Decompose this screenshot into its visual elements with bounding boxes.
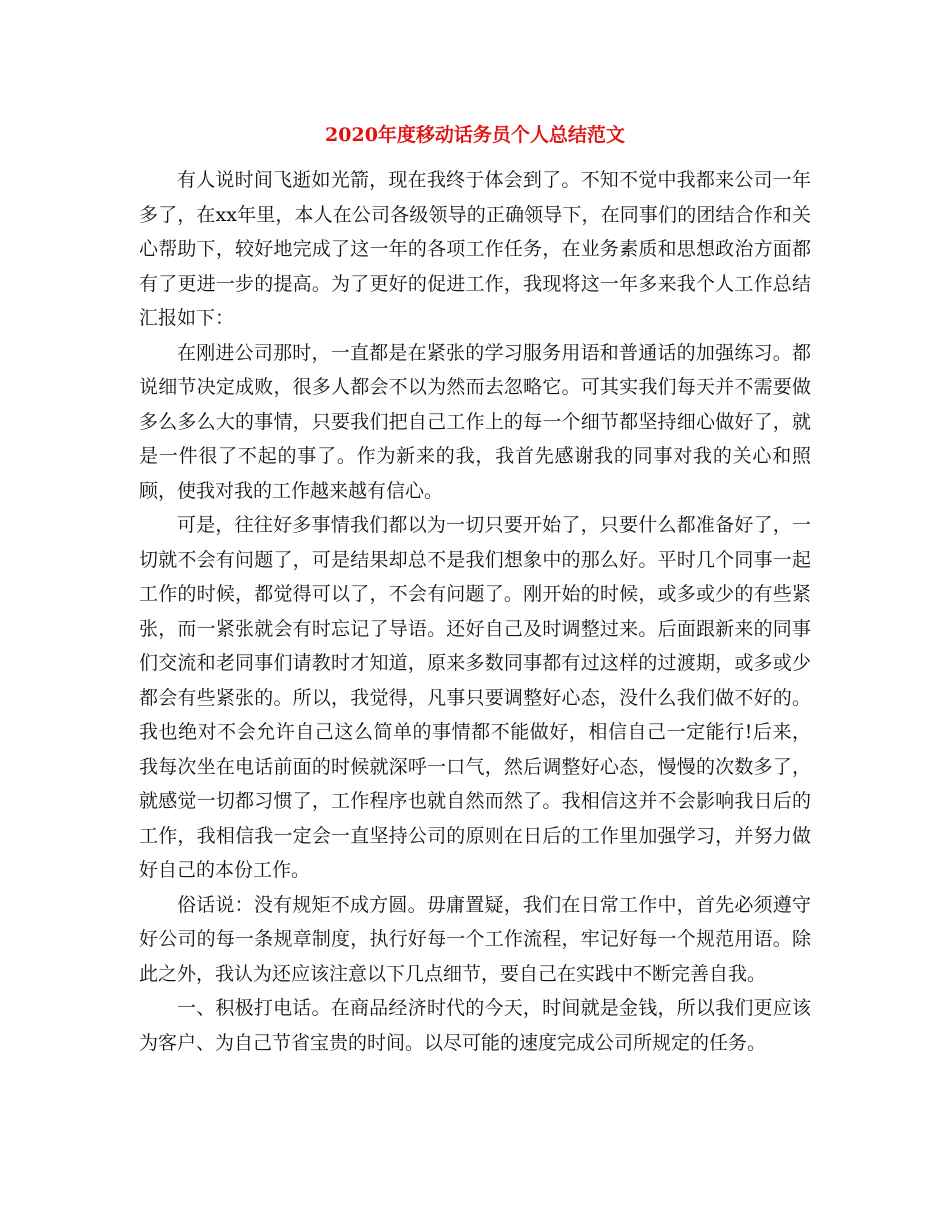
- paragraph-point-one: 一、积极打电话。在商品经济时代的今天，时间就是金钱，所以我们更应该为客户、为自己节省宝贵的时间。以尽可能的速度完成公司所规定的任务。: [139, 997, 811, 1054]
- document-title: 2020年度移动话务员个人总结范文: [325, 124, 625, 146]
- paragraph-intro: 有人说时间飞逝如光箭，现在我终于体会到了。不知不觉中我都来公司一年多了，在xx年里，本人在公司各级领导的正确领导下，在同事们的团结合作和关心帮助下，较好地完成了这一年的各项工作任务，在业务素质和思想政治方面都有了更进一步的提高。为了更好的促进工作，我现将这一年多来我个人工作总结汇报如下：: [139, 169, 811, 329]
- paragraph-rules: 俗话说：没有规矩不成方圆。毋庸置疑，我们在日常工作中，首先必须遵守好公司的每一条规章制度，执行好每一个工作流程，牢记好每一个规范用语。除此之外，我认为还应该注意以下几点细节，要自己在实践中不断完善自我。: [139, 893, 811, 985]
- paragraph-early-days: 在刚进公司那时，一直都是在紧张的学习服务用语和普通话的加强练习。都说细节决定成败，很多人都会不以为然而去忽略它。可其实我们每天并不需要做多么多么大的事情，只要我们把自己工作上的每一个细节都坚持细心做好了，就是一件很了不起的事了。作为新来的我，我首先感谢我的同事对我的关心和照顾，使我对我的工作越来越有信心。: [139, 341, 811, 502]
- document-body: [139, 163, 811, 1060]
- paragraph-adjustment: 可是，往往好多事情我们都以为一切只要开始了，只要什么都准备好了，一切就不会有问题了，可是结果却总不是我们想象中的那么好。平时几个同事一起工作的时候，都觉得可以了，不会有问题了。刚开始的时候，或多或少的有些紧张，而一紧张就会有时忘记了导语。还好自己及时调整过来。后面跟新来的同事们交流和老同事们请教时才知道，原来多数同事都有过这样的过渡期，或多或少都会有些紧张的。所以，我觉得，凡事只要调整好心态，没什么我们做不好的。我也绝对不会允许自己这么简单的事情都不能做好，相信自己一定能行!后来，我每次坐在电话前面的时候就深呼一口气，然后调整好心态，慢慢的次数多了，就感觉一切都习惯了，工作程序也就自然而然了。我相信这并不会影响我日后的工作，我相信我一定会一直坚持公司的原则在日后的工作里加强学习，并努力做好自己的本份工作。: [139, 514, 811, 881]
